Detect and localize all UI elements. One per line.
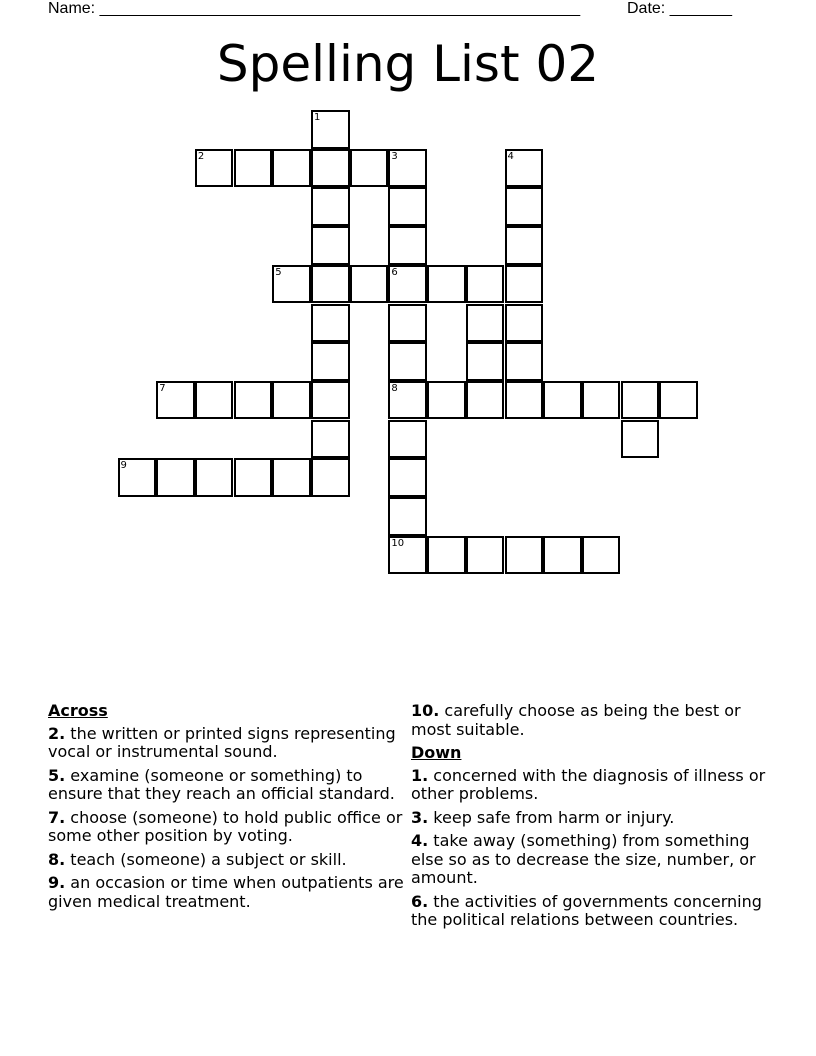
- grid-cell[interactable]: [234, 381, 273, 420]
- grid-cell[interactable]: [388, 149, 427, 188]
- page-title: Spelling List 02: [216, 35, 600, 93]
- grid-cell[interactable]: [388, 420, 427, 459]
- grid-cell[interactable]: [311, 420, 350, 459]
- grid-cell[interactable]: [505, 265, 544, 304]
- grid-cell[interactable]: [466, 342, 505, 381]
- clue-text: examine (someone or something) to ensure that they reach an official standard.: [48, 765, 395, 803]
- clue-number: 9.: [48, 873, 66, 892]
- grid-cell[interactable]: [427, 536, 466, 575]
- clue-number: 1.: [411, 765, 429, 785]
- clue-text: an occasion or time when outpatients are given medical treatment.: [48, 873, 404, 911]
- grid-cell[interactable]: [388, 497, 427, 536]
- grid-cell[interactable]: [272, 265, 311, 304]
- clue-number: 6.: [411, 891, 429, 911]
- grid-cell[interactable]: [195, 149, 234, 188]
- clue-number: 3.: [411, 807, 429, 827]
- grid-cell[interactable]: [388, 458, 427, 497]
- grid-cell[interactable]: [505, 304, 544, 343]
- grid-cell[interactable]: [272, 149, 311, 188]
- clue-number-label: 9: [120, 460, 127, 472]
- clue-number-label: 10: [391, 537, 405, 549]
- grid-cell[interactable]: [311, 110, 350, 149]
- clue-number-label: 3: [391, 150, 398, 162]
- grid-cell[interactable]: [427, 381, 466, 420]
- clue-number: 10.: [411, 701, 440, 720]
- grid-cell[interactable]: [659, 381, 698, 420]
- grid-cell[interactable]: [466, 304, 505, 343]
- grid-cell[interactable]: [388, 381, 427, 420]
- grid-cell[interactable]: [118, 458, 157, 497]
- clue-number-label: 7: [159, 382, 166, 394]
- grid-cell[interactable]: [388, 304, 427, 343]
- clue-number-label: 2: [197, 150, 205, 162]
- grid-cell[interactable]: [388, 536, 427, 575]
- grid-cell[interactable]: [234, 149, 273, 188]
- grid-cell[interactable]: [388, 226, 427, 265]
- across-heading: Across: [48, 701, 108, 720]
- clue-across-5: [48, 767, 408, 804]
- clue-down-4: [411, 832, 771, 888]
- grid-cell[interactable]: [195, 381, 234, 420]
- date-field: Date: _______: [627, 0, 732, 17]
- grid-cell[interactable]: [311, 304, 350, 343]
- clue-text: the activities of governments concerning the political relations between countries.: [411, 891, 762, 929]
- clue-across-9: [48, 874, 408, 911]
- grid-cell[interactable]: [156, 458, 195, 497]
- grid-cell[interactable]: [311, 342, 350, 381]
- grid-cell[interactable]: [388, 265, 427, 304]
- grid-cell[interactable]: [621, 420, 660, 459]
- clue-number: 2.: [48, 723, 66, 743]
- clue-text: concerned with the diagnosis of illness or other problems.: [411, 765, 766, 803]
- grid-cell[interactable]: [543, 536, 582, 575]
- grid-cell[interactable]: [311, 265, 350, 304]
- clue-text: the written or printed signs representing vocal or instrumental sound.: [48, 723, 396, 761]
- grid-cell[interactable]: [234, 458, 273, 497]
- clue-number: 7.: [48, 807, 66, 827]
- grid-cell[interactable]: [311, 149, 350, 188]
- grid-cell[interactable]: [543, 381, 582, 420]
- clue-number-label: 1: [314, 112, 321, 123]
- clue-text: teach (someone) a subject or skill.: [65, 849, 347, 869]
- clue-down-6: [411, 893, 771, 930]
- grid-cell[interactable]: [195, 458, 234, 497]
- clue-number-label: 8: [391, 382, 398, 394]
- grid-cell[interactable]: [582, 536, 621, 575]
- down-heading: Down: [411, 743, 462, 762]
- clue-across-2: [48, 725, 408, 762]
- grid-cell[interactable]: [466, 381, 505, 420]
- clue-down-3: [411, 809, 771, 828]
- clue-number-label: 6: [391, 266, 398, 278]
- name-field: Name: ______________________________________________________: [48, 0, 581, 17]
- grid-cell[interactable]: [272, 458, 311, 497]
- grid-cell[interactable]: [388, 342, 427, 381]
- grid-cell[interactable]: [350, 265, 389, 304]
- grid-cell[interactable]: [466, 265, 505, 304]
- clue-text: keep safe from harm or injury.: [428, 807, 675, 827]
- grid-cell[interactable]: [388, 187, 427, 226]
- clue-number: 4.: [411, 831, 429, 850]
- clue-across-10: [411, 702, 771, 739]
- grid-cell[interactable]: [350, 149, 389, 188]
- clue-number-label: 4: [507, 150, 514, 162]
- grid-cell[interactable]: [311, 458, 350, 497]
- clue-down-1: [411, 767, 771, 804]
- clue-number-label: 5: [275, 266, 282, 278]
- clues-left-column: [48, 702, 408, 916]
- grid-cell[interactable]: [582, 381, 621, 420]
- grid-cell[interactable]: [311, 381, 350, 420]
- grid-cell[interactable]: [505, 149, 544, 188]
- grid-cell[interactable]: [311, 226, 350, 265]
- grid-cell[interactable]: [505, 536, 544, 575]
- grid-cell[interactable]: [505, 187, 544, 226]
- grid-cell[interactable]: [156, 381, 195, 420]
- clue-across-7: [48, 809, 408, 846]
- clue-text: carefully choose as being the best or most suitable.: [411, 701, 741, 739]
- grid-cell[interactable]: [505, 342, 544, 381]
- grid-cell[interactable]: [621, 381, 660, 420]
- grid-cell[interactable]: [427, 265, 466, 304]
- grid-cell[interactable]: [505, 226, 544, 265]
- clue-text: choose (someone) to hold public office or some other position by voting.: [48, 807, 403, 845]
- clues-right-column: [411, 702, 771, 935]
- clue-text: take away (something) from something else so as to decrease the size, number, or amount.: [411, 831, 756, 887]
- grid-cell[interactable]: [505, 381, 544, 420]
- grid-cell[interactable]: [466, 536, 505, 575]
- grid-cell[interactable]: [311, 187, 350, 226]
- clue-across-8: [48, 851, 408, 870]
- clue-number: 5.: [48, 765, 66, 785]
- clue-number: 8.: [48, 849, 66, 869]
- grid-cell[interactable]: [272, 381, 311, 420]
